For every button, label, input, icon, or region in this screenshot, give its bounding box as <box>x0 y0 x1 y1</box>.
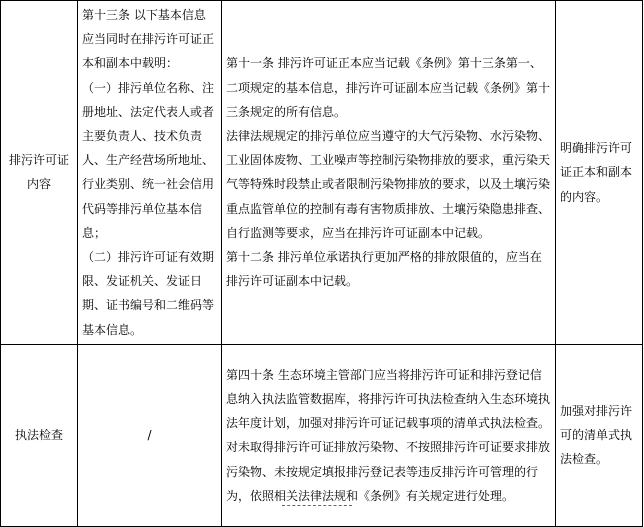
paragraph: / <box>147 428 152 443</box>
note-cell: 加强对排污许可的清单式执法检查。 <box>556 344 643 526</box>
category-cell: 执法检查 <box>1 344 78 526</box>
page-divider <box>282 505 352 507</box>
paragraph: 第四十条 生态环境主管部门应当将排污许可证和排污登记信息纳入执法监管数据库，将排污许可执法检查纳入生态环境执法年度计划，加强对排污许可证记载事项的清单式执法检查。 <box>226 367 551 431</box>
paragraph: 第十一条 排污许可证正本应当记载《条例》第十三条第一、二项规定的基本信息，排污许可证副本应当记载《条例》第十三条规定的所有信息。 <box>226 56 551 119</box>
paragraph: 对未取得排污许可证排放污染物、不按照排污许可证要求排放污染物、未按规定填报排污登记表等违反排污许可管理的行为，依照相关法律法规和《条例》有关规定进行处理。 <box>226 440 551 503</box>
paragraph: 第十三条 以下基本信息应当同时在排污许可证正本和副本中载明： <box>82 8 215 71</box>
category-cell: 排污许可证内容 <box>1 1 78 345</box>
table-row <box>1 1 643 345</box>
paragraph: （二）排污许可证有效期限、发证机关、发证日期、证书编号和二维码等基本信息。 <box>82 250 215 337</box>
note-cell: 明确排污许可证正本和副本的内容。 <box>556 1 643 345</box>
revised-text-cell <box>222 1 556 345</box>
original-text-cell <box>78 1 222 345</box>
original-text-cell <box>78 344 222 526</box>
paragraph: （一）排污单位名称、注册地址、法定代表人或者主要负责人、技术负责人、生产经营场所地址、行业类别、统一社会信用代码等排污单位基本信息； <box>82 80 215 240</box>
revised-text-cell <box>222 344 556 526</box>
paragraph: 第十二条 排污单位承诺执行更加严格的排放限值的，应当在排污许可证副本中记载。 <box>226 250 542 289</box>
paragraph: 法律法规规定的排污单位应当遵守的大气污染物、水污染物、工业固体废物、工业噪声等控制污染物排放的要求，重污染天气等特殊时段禁止或者限制污染物排放的要求，以及土壤污染重点监管单位的控制有毒有害物质排放、土壤污染隐患排查、自行监测等要求，应当在排污许可证副本中记载。 <box>226 129 551 240</box>
table-row <box>1 344 643 526</box>
